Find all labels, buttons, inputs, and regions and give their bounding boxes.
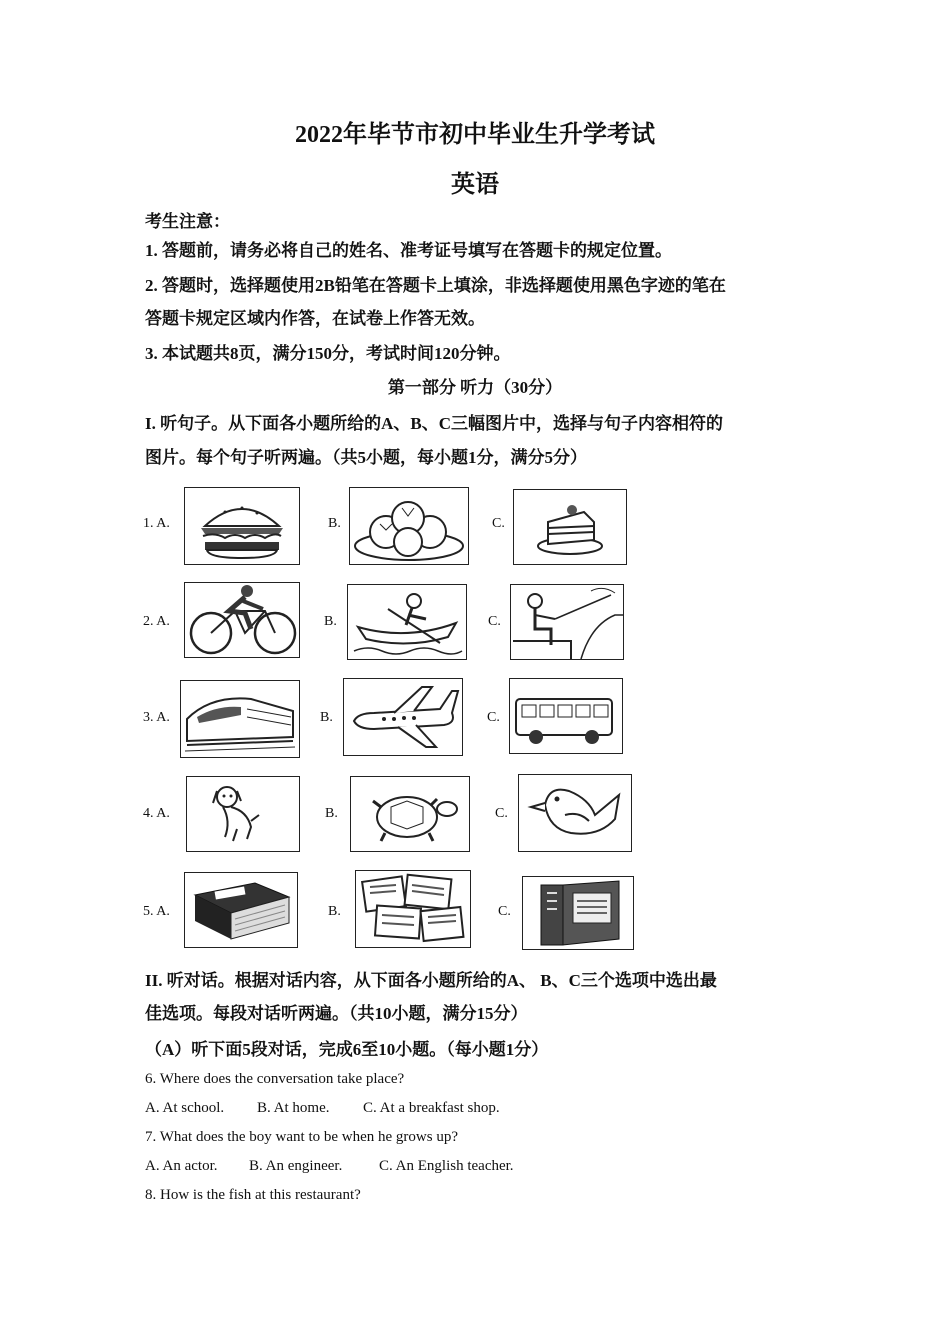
- q3-label-b: B.: [320, 710, 333, 725]
- q1-label-b: B.: [328, 516, 341, 531]
- dog-icon: [186, 776, 300, 852]
- q5-label-b: B.: [328, 904, 341, 919]
- notice-item-3: 3. 本试题共8页，满分150分，考试时间120分钟。: [145, 344, 511, 363]
- dictionary-icon: [522, 876, 634, 950]
- section1-instructions-line1: I. 听句子。从下面各小题所给的A、B、C三幅图片中，选择与句子内容相符的: [145, 414, 724, 433]
- q4-label-a: 4. A.: [143, 806, 170, 821]
- train-icon: [180, 680, 300, 758]
- option-a: A. At school.: [145, 1100, 225, 1116]
- option-b: B. An engineer.: [249, 1158, 343, 1174]
- question-8: 8. How is the fish at this restaurant?: [145, 1187, 361, 1203]
- book-icon: [184, 872, 298, 948]
- q2-label-c: C.: [488, 614, 501, 629]
- q2-label-b: B.: [324, 614, 337, 629]
- option-c: C. At a breakfast shop.: [363, 1100, 500, 1116]
- part1-title: 第一部分 听力（30分）: [387, 378, 563, 397]
- notice-item-1: 1. 答题前，请务必将自己的姓名、准考证号填写在答题卡的规定位置。: [145, 241, 672, 260]
- question-6: 6. Where does the conversation take place?: [145, 1071, 405, 1087]
- exam-title: 2022年毕节市初中毕业生升学考试: [295, 122, 655, 148]
- bird-icon: [518, 774, 632, 852]
- q3-label-c: C.: [487, 710, 500, 725]
- q1-label-c: C.: [492, 516, 505, 531]
- q2-label-a: 2. A.: [143, 614, 170, 629]
- q4-label-c: C.: [495, 806, 508, 821]
- turtle-icon: [350, 776, 470, 852]
- notice-item-2-line2: 答题卡规定区域内作答，在试卷上作答无效。: [145, 309, 485, 328]
- option-a: A. An actor.: [145, 1158, 218, 1174]
- section2-instructions-line1: II. 听对话。根据对话内容，从下面各小题所给的A、 B、C三个选项中选出最: [145, 971, 717, 990]
- fishing-icon: [510, 584, 624, 660]
- rowing-boat-icon: [347, 584, 467, 660]
- section2-subheading: （A）听下面5段对话，完成6至10小题。（每小题1分）: [145, 1040, 549, 1059]
- steamed-buns-icon: [349, 487, 469, 565]
- cyclist-icon: [184, 582, 300, 658]
- section2-instructions-line2: 佳选项。每段对话听两遍。（共10小题，满分15分）: [145, 1004, 528, 1023]
- q4-label-b: B.: [325, 806, 338, 821]
- q5-label-c: C.: [498, 904, 511, 919]
- airplane-icon: [343, 678, 463, 756]
- question-7-options: [145, 1158, 514, 1175]
- notice-item-2-line1: 2. 答题时，选择题使用2B铅笔在答题卡上填涂，非选择题使用黑色字迹的笔在: [145, 276, 726, 295]
- subject-title: 英语: [451, 172, 499, 198]
- question-6-options: [145, 1100, 500, 1117]
- option-c: C. An English teacher.: [379, 1158, 514, 1174]
- q1-label-a: 1. A.: [143, 516, 170, 531]
- option-b: B. At home.: [257, 1100, 330, 1116]
- q5-label-a: 5. A.: [143, 904, 170, 919]
- notice-heading: 考生注意：: [145, 212, 230, 231]
- section1-instructions-line2: 图片。每个句子听两遍。（共5小题，每小题1分，满分5分）: [145, 448, 587, 467]
- hamburger-icon: [184, 487, 300, 565]
- cake-slice-icon: [513, 489, 627, 565]
- q3-label-a: 3. A.: [143, 710, 170, 725]
- question-7: 7. What does the boy want to be when he grows up?: [145, 1129, 458, 1145]
- magazines-icon: [355, 870, 471, 948]
- bus-icon: [509, 678, 623, 754]
